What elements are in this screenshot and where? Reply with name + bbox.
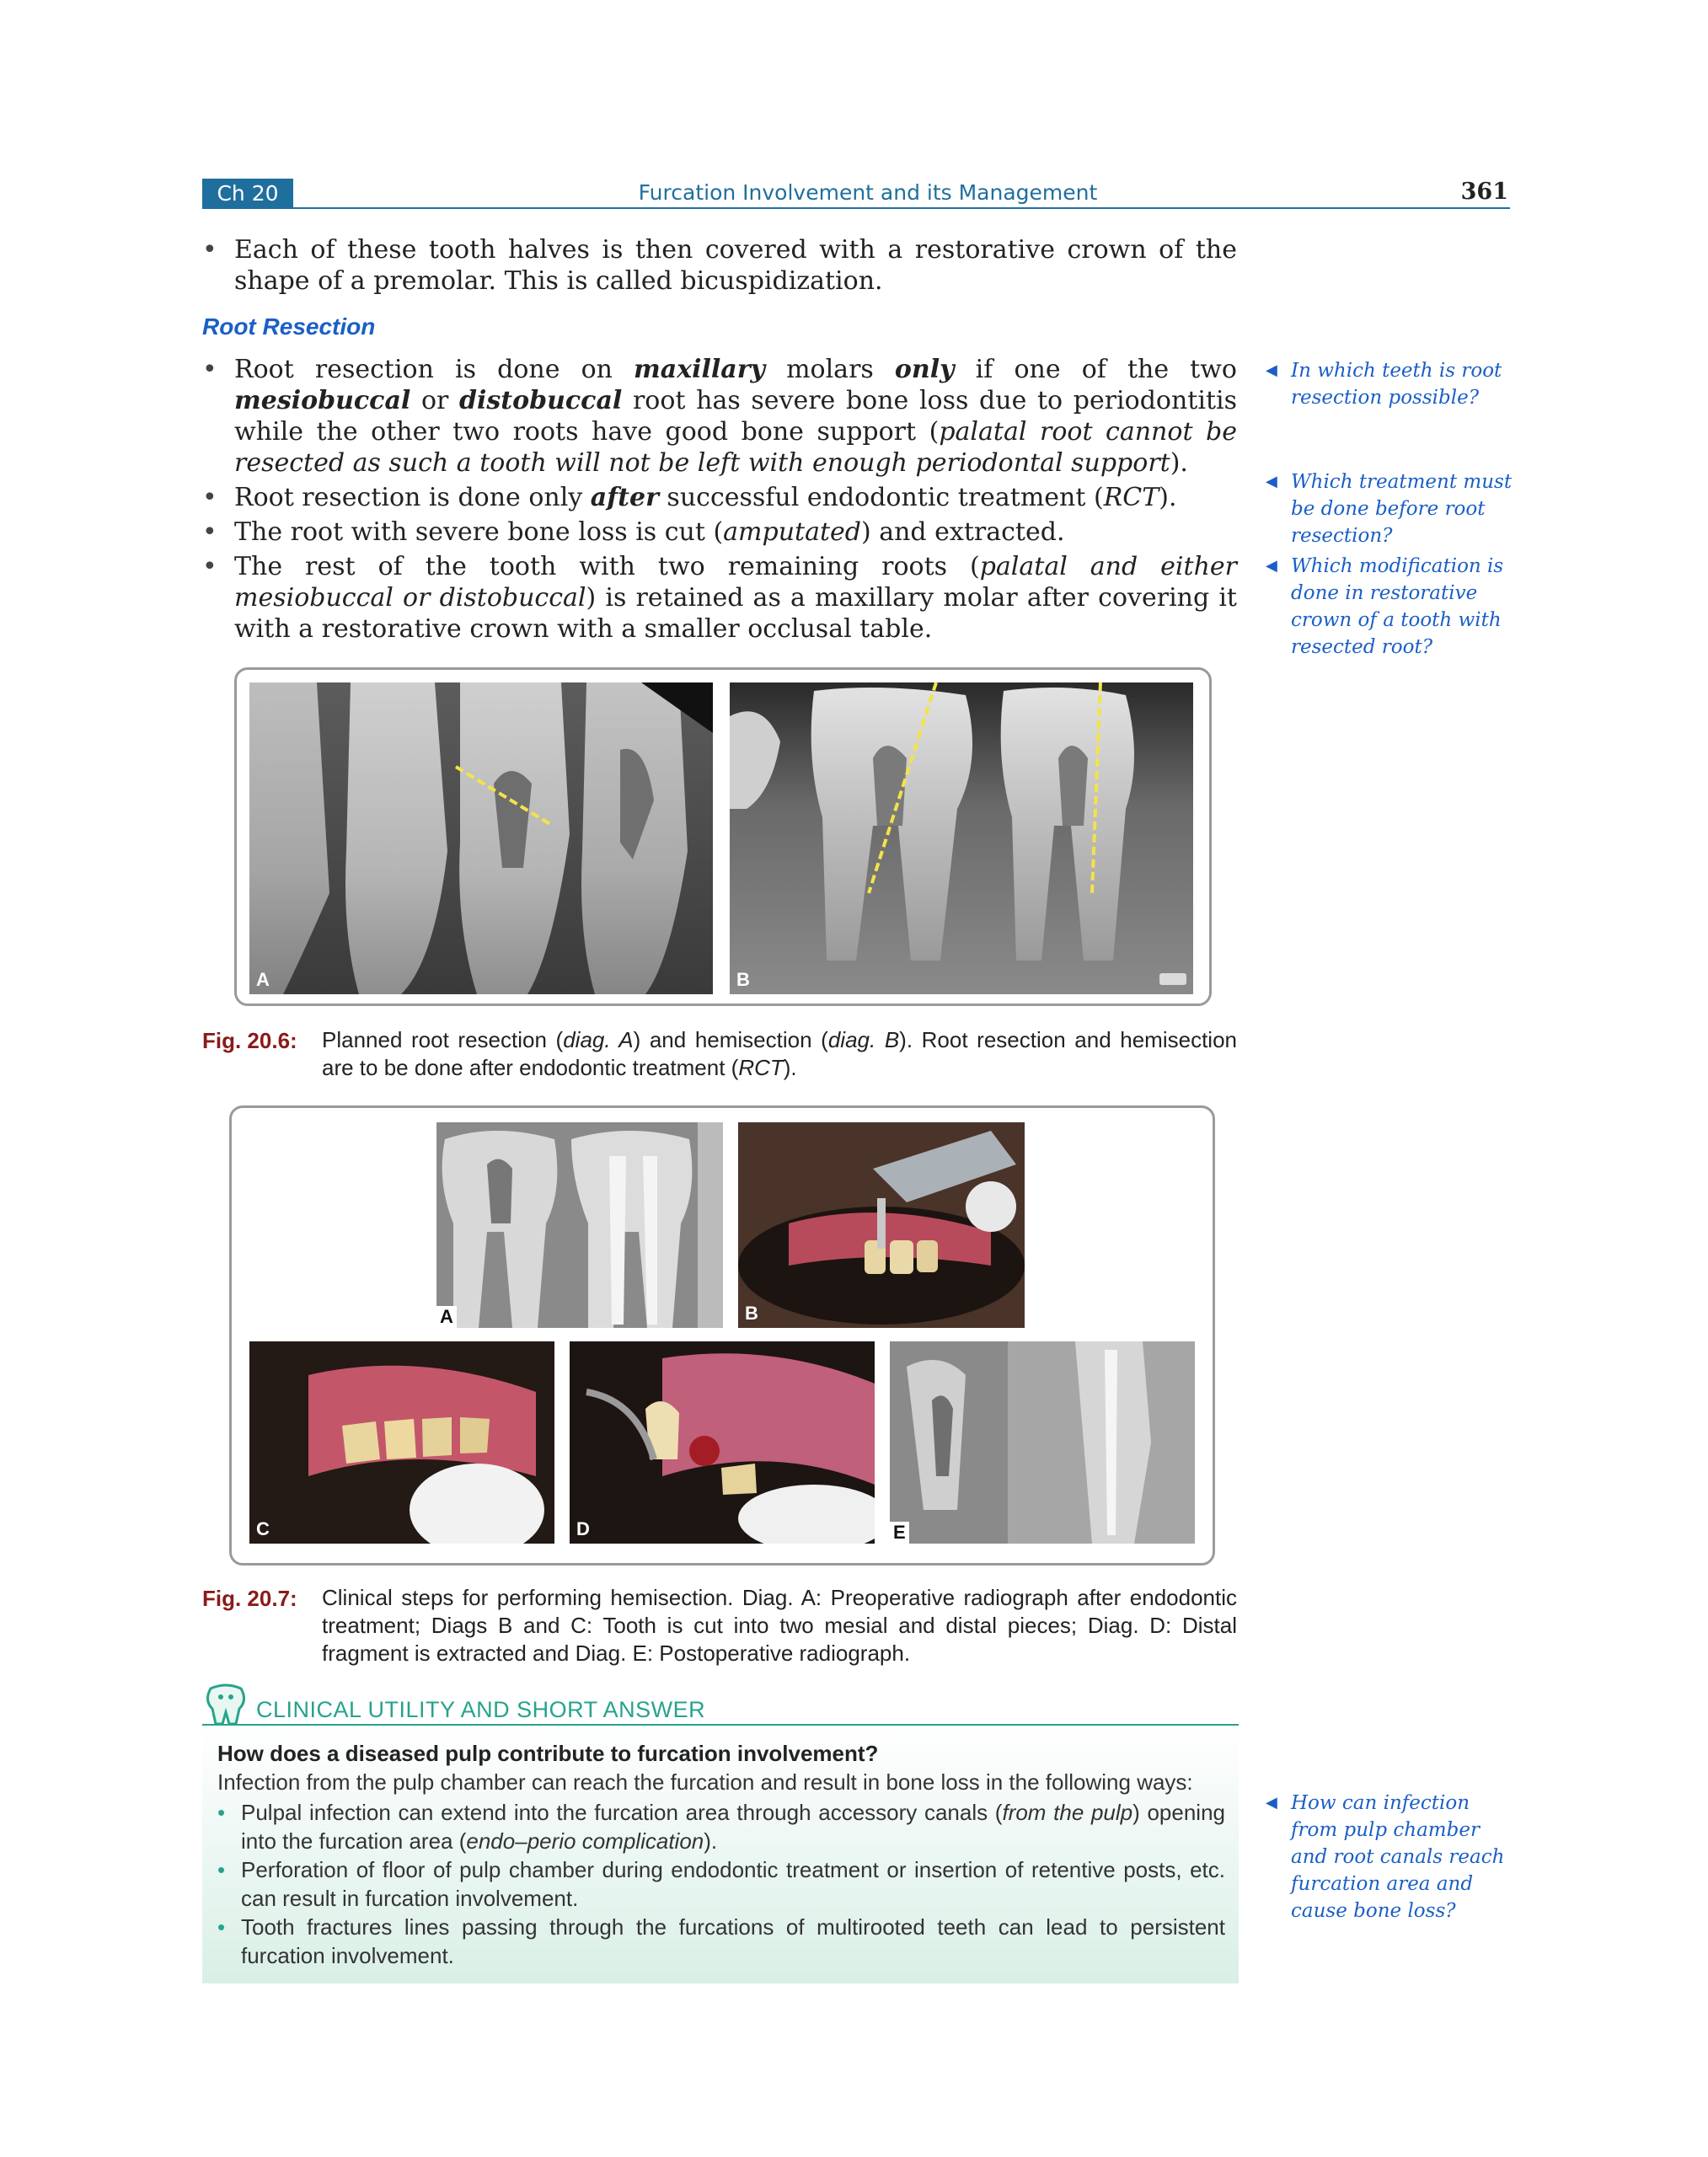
figure-20-7-label: Fig. 20.7: bbox=[202, 1586, 297, 1611]
postoperative-radiograph bbox=[890, 1341, 1195, 1544]
margin-question: ◀ How can infection from pulp chamber and root canals reach furcation area and cause bone loss? bbox=[1266, 1790, 1518, 1924]
panel-label: A bbox=[436, 1306, 457, 1328]
list-item: • The rest of the tooth with two remaining roots (palatal and either mesiobuccal or distobuccal) is retained as a maxillary molar after covering it with a restorative crown with a smaller occlusal table. bbox=[202, 551, 1237, 645]
margin-question: ◀ Which modification is done in restorative crown of a tooth with resected root? bbox=[1266, 553, 1518, 661]
panel-label: B bbox=[745, 1303, 758, 1324]
pointer-left-icon: ◀ bbox=[1266, 557, 1277, 575]
pointer-left-icon: ◀ bbox=[1266, 1794, 1277, 1812]
clinical-utility-heading: CLINICAL UTILITY AND SHORT ANSWER bbox=[256, 1697, 706, 1722]
radiograph-panel-e bbox=[890, 1341, 1195, 1544]
list-item: • Tooth fractures lines passing through the furcations of multirooted teeth can lead to persistent furcation involvement. bbox=[217, 1913, 1225, 1970]
preoperative-radiograph bbox=[436, 1122, 723, 1328]
page-number: 361 bbox=[1460, 179, 1508, 205]
running-header-title: Furcation Involvement and its Management bbox=[638, 180, 1098, 205]
sectioned-tooth-photo bbox=[249, 1341, 554, 1544]
tooth-sectioning-photo bbox=[738, 1122, 1025, 1328]
list-item: • Root resection is done on maxillary molars only if one of the two mesiobuccal or distobuccal root has severe bone loss due to periodontitis while the other two roots have good bone support (palatal root cannot be resected as such a tooth will not be left with enough periodontal support). bbox=[202, 354, 1237, 479]
list-item: • Perforation of floor of pulp chamber during endodontic treatment or insertion of retentive posts, etc. can result in furcation involvement. bbox=[217, 1855, 1225, 1913]
figure-20-6-label: Fig. 20.6: bbox=[202, 1028, 297, 1053]
panel-label: B bbox=[736, 969, 750, 990]
clinical-utility-list bbox=[217, 1798, 1225, 1970]
clinical-photo-panel-b bbox=[738, 1122, 1025, 1328]
clinical-photo-panel-c bbox=[249, 1341, 554, 1544]
chapter-badge: Ch 20 bbox=[202, 179, 293, 209]
list-item: • Root resection is done only after successful endodontic treatment (RCT). bbox=[202, 482, 1237, 513]
panel-label: E bbox=[890, 1522, 909, 1544]
clinical-utility-rule bbox=[202, 1724, 1239, 1726]
clinical-photo-panel-d bbox=[570, 1341, 875, 1544]
extracted-fragment-photo bbox=[570, 1341, 875, 1544]
header-rule bbox=[202, 207, 1510, 209]
panel-label: A bbox=[256, 969, 270, 990]
figure-20-6-caption: Planned root resection (diag. A) and hemisection (diag. B). Root resection and hemisection are to be done after endodontic treatment (RCT). bbox=[322, 1027, 1237, 1080]
maxillary-molar-radiograph bbox=[249, 682, 713, 994]
pointer-left-icon: ◀ bbox=[1266, 473, 1277, 490]
intro-paragraph bbox=[202, 234, 1237, 297]
margin-question: ◀ Which treatment must be done before root resection? bbox=[1266, 468, 1518, 549]
list-item: • Pulpal infection can extend into the furcation area through accessory canals (from the pulp) opening into the furcation area (endo–perio complication). bbox=[217, 1798, 1225, 1855]
figure-20-7-caption: Clinical steps for performing hemisection. Diag. A: Preoperative radiograph after endodontic treatment; Diags B and C: Tooth is cut into two mesial and distal pieces; Diag. D: Distal fragment is extracted and Diag. E: Postoperative radiograph. bbox=[322, 1585, 1237, 1666]
radiograph-panel-a bbox=[249, 682, 713, 994]
panel-label: D bbox=[576, 1518, 590, 1539]
radiograph-panel-b bbox=[730, 682, 1193, 994]
section-heading: Root Resection bbox=[202, 313, 376, 340]
clinical-utility-intro: Infection from the pulp chamber can reach the furcation and result in bone loss in the following ways: bbox=[217, 1769, 1193, 1795]
list-item: • The root with severe bone loss is cut (amputated) and extracted. bbox=[202, 517, 1237, 548]
panel-label: C bbox=[256, 1518, 270, 1539]
tooth-mascot-icon bbox=[202, 1682, 249, 1726]
mandibular-molar-radiograph bbox=[730, 682, 1193, 994]
margin-question: ◀ In which teeth is root resection possible? bbox=[1266, 357, 1518, 411]
radiograph-panel-a bbox=[436, 1122, 723, 1328]
list-item: • Each of these tooth halves is then covered with a restorative crown of the shape of a premolar. This is called bicuspidization. bbox=[202, 234, 1237, 297]
pointer-left-icon: ◀ bbox=[1266, 361, 1277, 379]
root-resection-list bbox=[202, 354, 1237, 645]
clinical-utility-question: How does a diseased pulp contribute to furcation involvement? bbox=[217, 1741, 879, 1766]
